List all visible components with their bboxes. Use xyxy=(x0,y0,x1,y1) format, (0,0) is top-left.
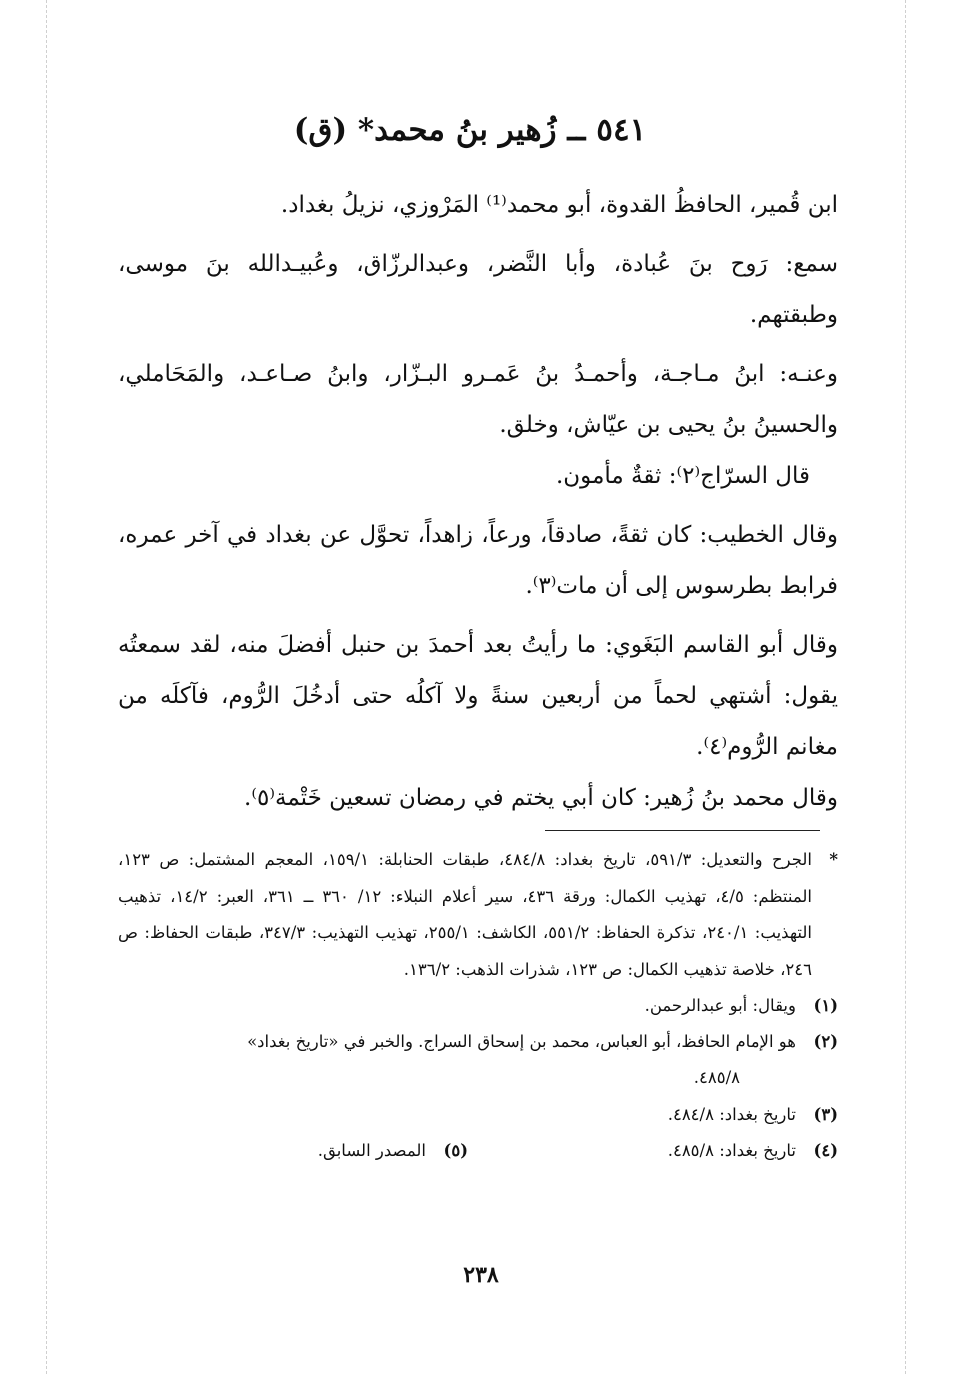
footnote-text: المصدر السابق. xyxy=(317,1140,426,1160)
footnote-number: (٥) xyxy=(443,1140,468,1160)
footnote-text: ويقال: أبو عبدالرحمن. xyxy=(644,996,796,1015)
sources-text: الجرح والتعديل: ٥٩١/٣، تاريخ بغداد: ٤٨٤/٨، طبقات الحنابلة: ١٥٩/١، المعجم المشتمل: ص ١٢٣، المنتظم: ٤/٥، تهذيب الكمال: ورقة ٤٣٦، سير أعلام النبلاء: ١٢/ ٣٦٠ ــ ٣٦١، العبر: ١٤/٢، تذهيب التهذيب: ٢٤٠/١، تذكرة الحفاظ: ٥٥١/٢، الكاشف: ٢٥٥/١، تهذيب التهذيب: ٣٤٧/٣، طبقات الحفاظ: ص ٢٤٦، خلاصة تذهيب الكمال: ص ١٢٣، شذرات الذهب: ١٣٦/٢. xyxy=(118,850,813,979)
entry-title: ٥٤١ ــ زُهير بنُ محمد* (ق) xyxy=(293,112,647,148)
footnote-2-continuation: ٤٨٥/٨. xyxy=(693,1068,740,1087)
footnotes-4-5 xyxy=(118,1133,838,1170)
footnote-text: هو الإمام الحافظ، أبو العباس، محمد بن إسحاق السراج. والخبر في «تاريخ بغداد» xyxy=(247,1032,796,1051)
paragraph-baghawi: وقال أبو القاسم البَغَوي: ما رأيتُ بعد أحمدَ بن حنبل أفضلَ منه، لقد سمعتُه يقول: أشتهي لحماً من أربعين سنةً ولا آكلُه حتى أدخُلَ الرُّوم، فآكلَه من مغانم الرُّوم⁽٤⁾. xyxy=(118,632,838,760)
paragraph-khatib: وقال الخطيب: كان ثقةً، صادقاً، ورعاً، زاهداً، تحوَّل عن بغداد في آخر عمره، فرابط بطرسوس إلى أن مات⁽٣⁾. xyxy=(118,522,838,599)
footnote-text: تاريخ بغداد: ٤٨٥/٨. xyxy=(667,1140,796,1160)
paragraph-lineage: ابن قُمير، الحافظُ القدوة، أبو محمد⁽¹⁾ المَرْوزي، نزيلُ بغداد. xyxy=(280,192,838,218)
footnote-1 xyxy=(118,988,838,1024)
footnote-5 xyxy=(318,1133,468,1170)
footnote-number: (٤) xyxy=(813,1140,838,1160)
footnote-number: (٣) xyxy=(813,1104,838,1124)
footnote-2 xyxy=(118,1024,838,1060)
footnote-number: (٢) xyxy=(813,1032,838,1051)
asterisk-marker: * xyxy=(829,850,838,869)
footnote-text: تاريخ بغداد: ٤٨٤/٨. xyxy=(667,1104,796,1124)
paragraph-heard-from: سمع: رَوح بنَ عُبادة، وأبا النَّضر، وعبدالرزّاق، وعُبيـدالله بنَ موسى، وطبقتهم. xyxy=(118,251,838,328)
footnote-4 xyxy=(508,1133,838,1170)
footnote-3 xyxy=(118,1097,838,1133)
paragraph-narrators: وعنـه: ابنُ مـاجـة، وأحمـدُ بنُ عَمـرو البـزّار، وابنُ صـاعـد، والمَحَاملي، والحسينُ بنُ يحيى بن عيّاش، وخلق. xyxy=(118,361,838,438)
footnote-number: (١) xyxy=(813,996,838,1015)
footnote-divider xyxy=(545,830,820,831)
left-margin-guide xyxy=(46,0,47,1374)
sources-note xyxy=(118,842,838,988)
entry-body xyxy=(118,180,838,824)
right-margin-guide xyxy=(905,0,906,1374)
paragraph-son: وقال محمد بنُ زُهير: كان أبي يختم في رمضان تسعين خَتْمة⁽٥⁾. xyxy=(244,785,838,811)
footnotes-section xyxy=(118,842,838,1169)
paragraph-sarraj: قال السرّاج⁽٢⁾: ثقةٌ مأمون. xyxy=(555,463,810,489)
page-number: ٢٣٨ xyxy=(463,1262,499,1288)
